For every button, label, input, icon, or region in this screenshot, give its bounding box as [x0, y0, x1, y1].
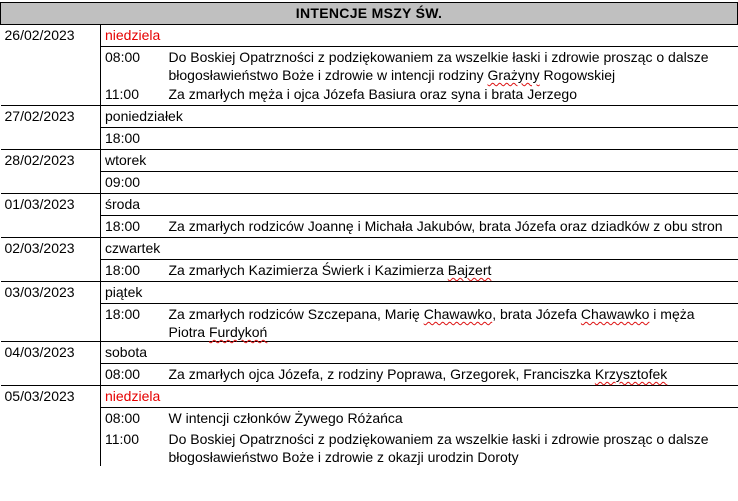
mass-time: 08:00	[101, 408, 165, 430]
mass-intention	[165, 260, 738, 282]
date-spacer	[1, 260, 101, 282]
date-spacer	[1, 128, 101, 150]
date-spacer	[1, 364, 101, 386]
day-date: 01/03/2023	[1, 194, 101, 216]
mass-row	[1, 364, 738, 386]
intention-text: Rogowskiej	[539, 67, 616, 83]
day-row	[1, 194, 738, 216]
mass-row	[1, 304, 738, 342]
date-spacer	[1, 47, 101, 85]
day-weekday: wtorek	[101, 150, 738, 172]
intention-text: i męża Piotra	[168, 306, 695, 340]
day-weekday: niedziela	[101, 25, 738, 47]
title-row	[1, 3, 738, 25]
day-row	[1, 150, 738, 172]
flagged-name: Chawawko	[580, 306, 650, 322]
mass-row	[1, 128, 738, 150]
mass-intention	[165, 172, 738, 194]
day-row	[1, 238, 738, 260]
intention-text: W intencji członków Żywego Różańca	[168, 410, 403, 426]
day-date: 04/03/2023	[1, 342, 101, 364]
mass-time: 18:00	[101, 260, 165, 282]
mass-intention	[165, 84, 738, 106]
mass-time: 11:00	[105, 431, 139, 447]
day-weekday: czwartek	[101, 238, 738, 260]
day-weekday: piątek	[101, 282, 738, 304]
mass-row	[1, 84, 738, 106]
day-date: 05/03/2023	[1, 386, 101, 408]
table-title: INTENCJE MSZY ŚW.	[1, 3, 738, 25]
mass-intention	[165, 128, 738, 150]
intention-text: Za zmarłych ojca Józefa, z rodziny Poprawa, Grzegorek, Franciszka	[168, 366, 595, 382]
date-spacer	[1, 216, 101, 238]
mass-time: 18:00	[101, 216, 165, 238]
mass-time: 18:00	[101, 128, 165, 150]
intention-text: Za zmarłych rodziców Joannę i Michała Jakubów, brata Józefa oraz dziadków z obu stron	[168, 218, 723, 234]
mass-time: 08:00	[101, 364, 165, 386]
table-body	[1, 3, 738, 467]
mass-row	[1, 429, 738, 466]
date-spacer	[1, 84, 101, 106]
day-row	[1, 342, 738, 364]
intention-text: Za zmarłych Kazimierza Świerk i Kazimierza	[168, 262, 448, 278]
day-row	[1, 386, 738, 408]
intention-text: Za zmarłych rodziców Szczepana, Marię	[168, 306, 424, 322]
date-spacer	[1, 304, 101, 342]
mass-time: 18:00	[101, 304, 165, 342]
day-date: 28/02/2023	[1, 150, 101, 172]
day-row	[1, 106, 738, 128]
flagged-name: Krzysztofek	[594, 366, 668, 382]
day-row	[1, 25, 738, 47]
mass-row	[1, 47, 738, 85]
mass-row	[1, 216, 738, 238]
mass-time: 08:00	[101, 47, 165, 85]
mass-row	[1, 408, 738, 430]
day-weekday: niedziela	[101, 386, 738, 408]
mass-intention	[165, 304, 738, 342]
intention-text: , brata Józefa	[492, 306, 581, 322]
date-spacer	[1, 429, 101, 466]
day-date: 03/03/2023	[1, 282, 101, 304]
flagged-name: Grażyny	[487, 67, 540, 83]
intention-text: Do Boskiej Opatrzności z podziękowaniem za wszelkie łaski i zdrowie prosząc o dalsze błogosławieństwo Boże i zdrowie w intencji rodziny	[168, 49, 709, 83]
day-weekday: środa	[101, 194, 738, 216]
day-weekday: poniedziałek	[101, 106, 738, 128]
mass-row	[1, 260, 738, 282]
mass-intentions-table	[0, 2, 738, 466]
mass-row	[1, 172, 738, 194]
mass-time: 11:00	[105, 86, 139, 102]
flagged-name: Bajzert	[447, 262, 492, 278]
date-spacer	[1, 172, 101, 194]
mass-time: 09:00	[101, 172, 165, 194]
date-spacer	[1, 408, 101, 430]
flagged-name: Chawawko	[423, 306, 493, 322]
day-row	[1, 282, 738, 304]
mass-intention	[165, 429, 738, 466]
day-date: 02/03/2023	[1, 238, 101, 260]
intention-text: Do Boskiej Opatrzności z podziękowaniem za wszelkie łaski i zdrowie prosząc o dalsze błogosławieństwo Boże i zdrowie z okazji urodzin Doroty	[168, 431, 709, 465]
mass-intention	[165, 408, 738, 430]
flagged-name: Furdykoń	[208, 324, 268, 340]
day-weekday: sobota	[101, 342, 738, 364]
intention-text: Za zmarłych męża i ojca Józefa Basiura oraz syna i brata Jerzego	[168, 86, 578, 102]
day-date: 26/02/2023	[1, 25, 101, 47]
day-date: 27/02/2023	[1, 106, 101, 128]
mass-intention	[165, 364, 738, 386]
mass-intention	[165, 47, 738, 85]
mass-intention	[165, 216, 738, 238]
